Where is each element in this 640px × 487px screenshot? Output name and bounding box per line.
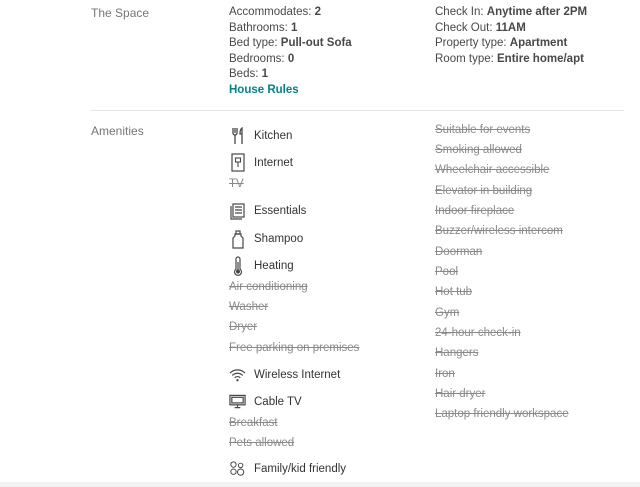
amenity-indoor-fireplace: Indoor fireplace (435, 205, 515, 217)
amenity-breakfast: Breakfast (229, 417, 278, 429)
amenity-shampoo: Shampoo (229, 229, 303, 249)
wifi-icon (229, 365, 246, 385)
amenity-internet: Internet (229, 153, 293, 173)
detail-bedrooms: Bedrooms: 0 (229, 52, 295, 65)
amenity-air-conditioning: Air conditioning (229, 281, 308, 293)
section-label-amenities: Amenities (91, 124, 144, 138)
detail-room-type: Room type: Entire home/apt (435, 52, 584, 65)
amenity-essentials: Essentials (229, 201, 306, 221)
amenity-elevator: Elevator in building (435, 185, 533, 197)
amenity-wireless-internet: Wireless Internet (229, 365, 340, 385)
house-rules-link[interactable]: House Rules (229, 83, 299, 96)
amenity-heating: Heating (229, 256, 294, 276)
amenity-washer: Washer (229, 301, 269, 313)
section-divider (91, 110, 624, 111)
amenity-tv: TV (229, 178, 244, 190)
detail-bed-type: Bed type: Pull-out Sofa (229, 37, 352, 49)
space-details-right (435, 5, 587, 67)
detail-property-type: Property type: Apartment (435, 37, 568, 49)
essentials-icon (229, 201, 246, 221)
amenity-smoking-allowed: Smoking allowed (435, 144, 522, 156)
heating-icon (229, 256, 246, 276)
amenity-gym: Gym (435, 307, 460, 319)
cable-tv-icon (229, 392, 246, 412)
family-icon (229, 459, 246, 479)
amenity-kitchen: Kitchen (229, 126, 292, 146)
amenity-24-hour-check-in: 24-hour check-in (435, 327, 521, 339)
shampoo-icon (229, 229, 246, 249)
amenity-cable-tv: Cable TV (229, 392, 302, 412)
amenity-suitable-for-events: Suitable for events (435, 124, 531, 136)
amenity-family-kid-friendly: Family/kid friendly (229, 459, 346, 479)
detail-accommodates: Accommodates: 2 (229, 6, 322, 18)
detail-bathrooms: Bathrooms: 1 (229, 21, 298, 34)
detail-check-out: Check Out: 11AM (435, 21, 526, 34)
internet-icon (229, 153, 246, 173)
amenity-dryer: Dryer (229, 321, 258, 333)
space-details-left (229, 5, 352, 98)
amenity-free-parking: Free parking on premises (229, 342, 360, 354)
section-label-the-space: The Space (91, 6, 150, 20)
amenity-doorman: Doorman (435, 246, 483, 258)
amenity-pets-allowed: Pets allowed (229, 437, 295, 449)
amenity-hair-dryer: Hair dryer (435, 388, 486, 400)
amenity-hot-tub: Hot tub (435, 286, 473, 298)
kitchen-icon (229, 126, 246, 146)
amenity-iron: Iron (435, 368, 455, 380)
detail-beds: Beds: 1 (229, 68, 269, 80)
amenity-hangers: Hangers (435, 347, 479, 359)
amenity-buzzer-intercom: Buzzer/wireless intercom (435, 225, 563, 237)
page-bottom-edge (0, 482, 640, 487)
amenity-wheelchair-accessible: Wheelchair accessible (435, 164, 550, 176)
detail-check-in: Check In: Anytime after 2PM (435, 6, 588, 18)
amenity-pool: Pool (435, 266, 459, 278)
amenity-laptop-workspace: Laptop friendly workspace (435, 408, 569, 420)
